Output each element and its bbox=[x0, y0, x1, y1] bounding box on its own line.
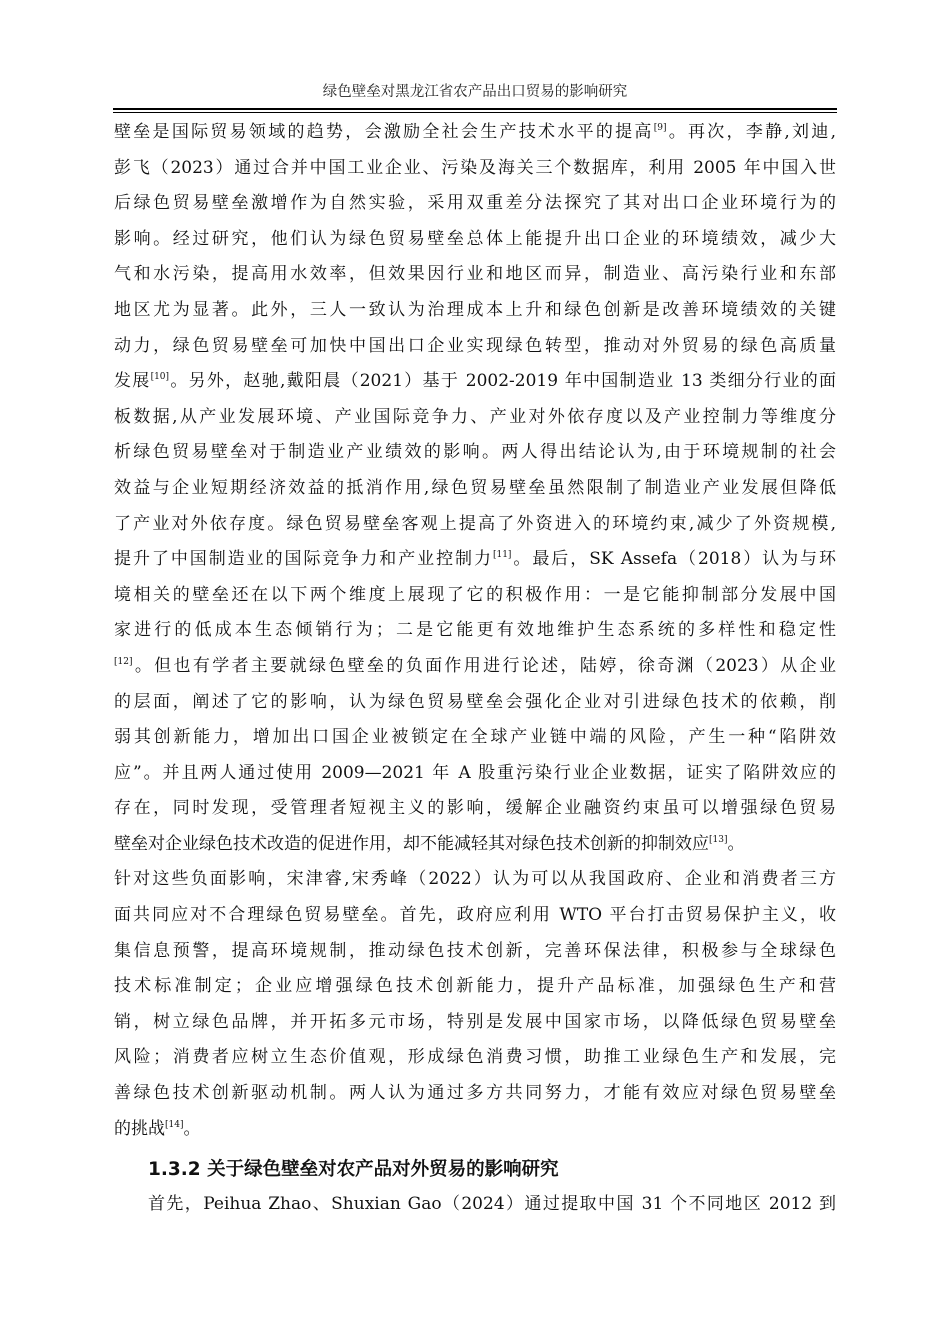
line-text: 发展 bbox=[114, 371, 151, 392]
text-line bbox=[114, 720, 836, 756]
text-line bbox=[114, 1005, 836, 1041]
line-text: 析绿色贸易壁垒对于制造业产业绩效的影响。两人得出结论认为,由于环境规制的社会 bbox=[114, 442, 836, 463]
paragraph bbox=[114, 115, 836, 1147]
paragraph bbox=[114, 1187, 836, 1223]
text-line bbox=[114, 685, 836, 721]
section-heading: 1.3.2 关于绿色壁垒对农产品对外贸易的影响研究 bbox=[148, 1159, 559, 1181]
text-line bbox=[114, 115, 836, 151]
text-line bbox=[114, 186, 836, 222]
line-text: 销，树立绿色品牌，并开拓多元市场，特别是发展中国家市场，以降低绿色贸易壁垒 bbox=[114, 1011, 836, 1032]
line-text: 境相关的壁垒还在以下两个维度上展现了它的积极作用：一是它能抑制部分发展中国 bbox=[114, 584, 836, 605]
line-text: 动力，绿色贸易壁垒可加快中国出口企业实现绿色转型，推动对外贸易的绿色高质量 bbox=[114, 335, 836, 356]
line-text: 面共同应对不合理绿色贸易壁垒。首先，政府应利用 WTO 平台打击贸易保护主义，收 bbox=[114, 905, 836, 926]
line-text: 气和水污染，提高用水效率，但效果因行业和地区而异，制造业、高污染行业和东部 bbox=[114, 264, 836, 285]
text-line bbox=[114, 471, 836, 507]
text-line bbox=[114, 649, 836, 685]
text-line bbox=[114, 222, 836, 258]
text-line bbox=[114, 257, 836, 293]
line-text: 首先，Peihua Zhao、Shuxian Gao（2024）通过提取中国 31 个不同地区 2012 到 bbox=[148, 1194, 836, 1215]
line-text: 。另外，赵驰,戴阳晨（2021）基于 2002-2019 年中国制造业 13 类细分行业的面 bbox=[169, 371, 836, 392]
text-line bbox=[114, 507, 836, 543]
line-text: 。再次，李静,刘迪, bbox=[666, 122, 836, 142]
line-text: 弱其创新能力，增加出口国企业被锁定在全球产业链中端的风险，产生一种“陷阱效 bbox=[114, 727, 836, 748]
line-text: 提升了中国制造业的国际竞争力和产业控制力 bbox=[114, 549, 493, 570]
line-text: 应”。并且两人通过使用 2009—2021 年 A 股重污染行业企业数据，证实了陷阱效应的 bbox=[114, 762, 836, 783]
line-text: 针对这些负面影响，宋津睿,宋秀峰（2022）认为可以从我国政府、企业和消费者三方 bbox=[114, 869, 836, 890]
line-text: 板数据,从产业发展环境、产业国际竞争力、产业对外依存度以及产业控制力等维度分 bbox=[114, 406, 836, 427]
text-line bbox=[114, 542, 836, 578]
line-text: 。最后，SK Assefa（2018）认为与环 bbox=[511, 549, 836, 570]
line-text: 。 bbox=[727, 833, 745, 854]
text-line bbox=[114, 400, 836, 436]
citation-ref: [13] bbox=[709, 834, 728, 845]
text-line bbox=[114, 1112, 836, 1148]
line-text: 家进行的低成本生态倾销行为；二是它能更有效地维护生态系统的多样性和稳定性 bbox=[114, 620, 836, 641]
text-line bbox=[114, 364, 836, 400]
line-text: 存在，同时发现，受管理者短视主义的影响，缓解企业融资约束虽可以增强绿色贸易 bbox=[114, 798, 836, 819]
running-header: 绿色壁垒对黑龙江省农产品出口贸易的影响研究 bbox=[322, 84, 628, 100]
citation-ref: [12] bbox=[114, 656, 133, 667]
line-text: 壁垒是国际贸易领域的趋势，会激励全社会生产技术水平的提高 bbox=[114, 122, 654, 142]
line-text: 的层面，阐述了它的影响，认为绿色贸易壁垒会强化企业对引进绿色技术的依赖，削 bbox=[114, 691, 836, 712]
citation-ref: [11] bbox=[492, 550, 512, 561]
header-rule-thick bbox=[113, 108, 837, 110]
line-text: 地区尤为显著。此外，三人一致认为治理成本上升和绿色创新是改善环境绩效的关键 bbox=[114, 299, 836, 320]
line-text: 彭飞（2023）通过合并中国工业企业、污染及海关三个数据库，利用 2005 年中国入世 bbox=[114, 157, 836, 178]
text-line bbox=[114, 293, 836, 329]
line-text: 风险；消费者应树立生态价值观，形成绿色消费习惯，助推工业绿色生产和发展，完 bbox=[114, 1047, 836, 1068]
citation-ref: [9] bbox=[653, 123, 667, 133]
text-line bbox=[114, 1076, 836, 1112]
line-text: 。 bbox=[183, 1118, 201, 1139]
line-text: 效益与企业短期经济效益的抵消作用,绿色贸易壁垒虽然限制了制造业产业发展但降低 bbox=[114, 477, 836, 498]
text-line bbox=[114, 862, 836, 898]
text-line bbox=[114, 151, 836, 187]
text-line bbox=[114, 791, 836, 827]
text-line bbox=[114, 435, 836, 471]
text-line bbox=[114, 934, 836, 970]
line-text: 壁垒对企业绿色技术改造的促进作用，却不能减轻其对绿色技术创新的抑制效应 bbox=[114, 833, 709, 854]
citation-ref: [14] bbox=[165, 1119, 184, 1130]
line-text: 。但也有学者主要就绿色壁垒的负面作用进行论述，陆婷，徐奇渊（2023）从企业 bbox=[132, 655, 836, 676]
text-line bbox=[114, 969, 836, 1005]
text-line bbox=[114, 827, 836, 863]
line-text: 善绿色技术创新驱动机制。两人认为通过多方共同努力，才能有效应对绿色贸易壁垒 bbox=[114, 1083, 836, 1104]
line-text: 了产业对外依存度。绿色贸易壁垒客观上提高了外资进入的环境约束,减少了外资规模, bbox=[114, 513, 836, 534]
citation-ref: [10] bbox=[150, 372, 170, 383]
text-line bbox=[114, 898, 836, 934]
line-text: 后绿色贸易壁垒激增作为自然实验，采用双重差分法探究了其对出口企业环境行为的 bbox=[114, 193, 836, 214]
header-rule-thin bbox=[113, 112, 837, 113]
text-line bbox=[114, 329, 836, 365]
line-text: 影响。经过研究，他们认为绿色贸易壁垒总体上能提升出口企业的环境绩效，减少大 bbox=[114, 228, 836, 249]
line-text: 的挑战 bbox=[114, 1118, 165, 1139]
body-text bbox=[114, 115, 836, 1223]
text-line bbox=[114, 613, 836, 649]
line-text: 技术标准制定；企业应增强绿色技术创新能力，提升产品标准，加强绿色生产和营 bbox=[114, 976, 836, 997]
text-line bbox=[114, 1040, 836, 1076]
text-line bbox=[114, 756, 836, 792]
line-text: 集信息预警，提高环境规制，推动绿色技术创新，完善环保法律，积极参与全球绿色 bbox=[114, 940, 836, 961]
text-line bbox=[114, 1187, 836, 1223]
text-line bbox=[114, 578, 836, 614]
